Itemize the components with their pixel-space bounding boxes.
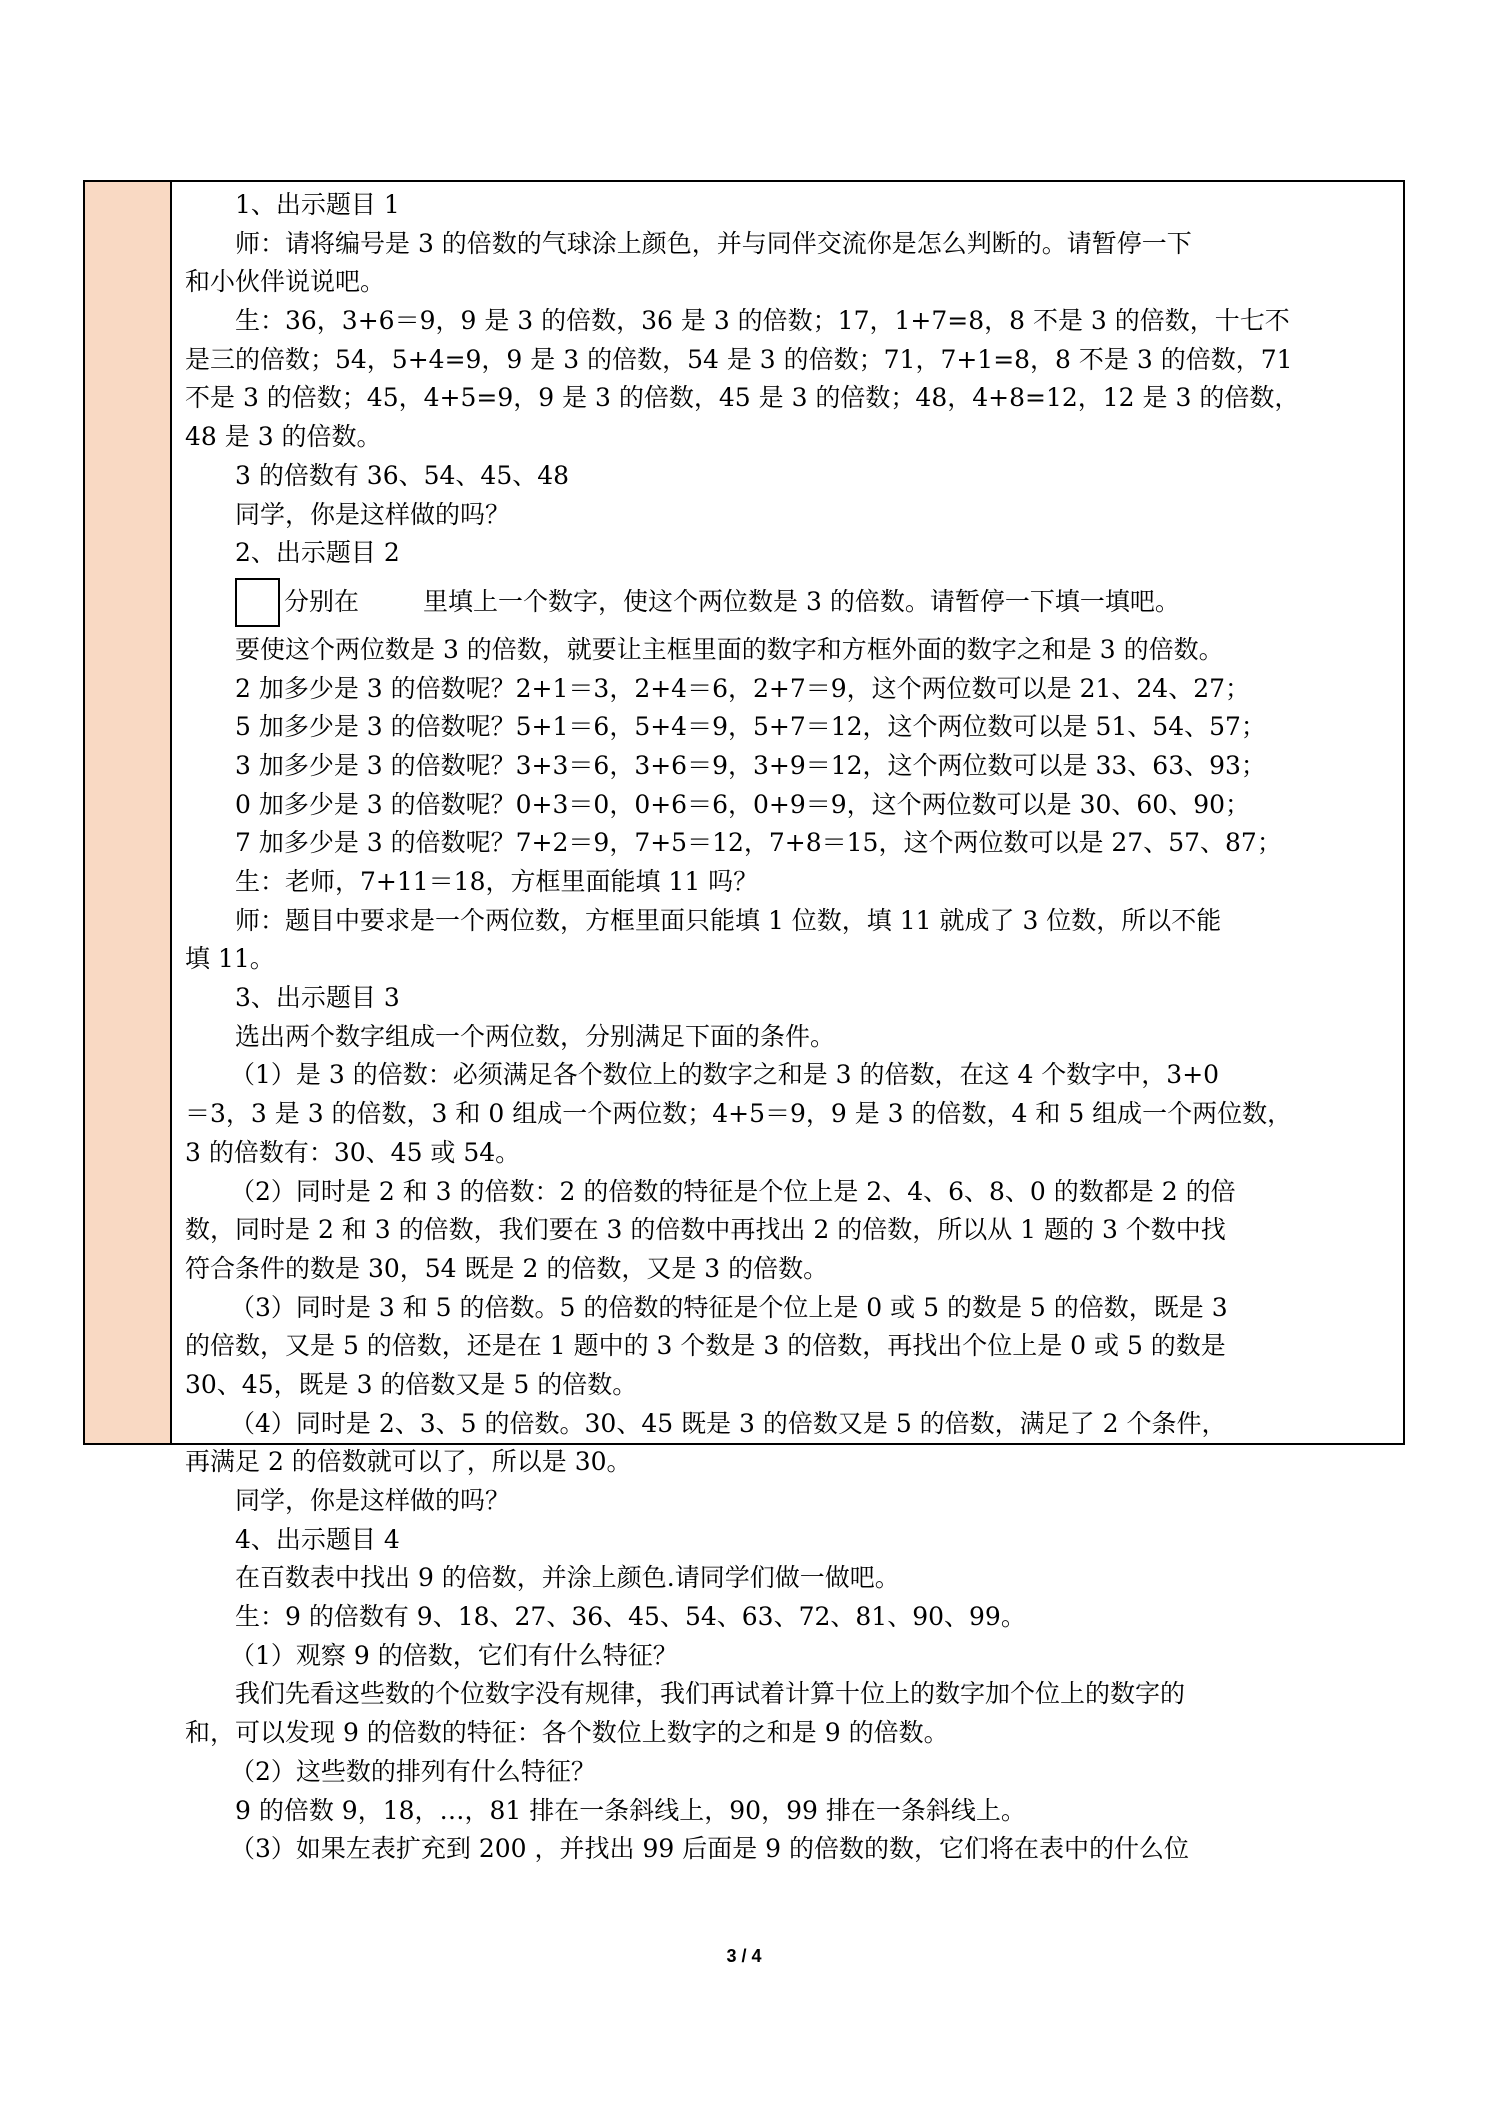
text-line: 1、出示题目 1 xyxy=(235,190,400,219)
text-line: 0 加多少是 3 的倍数呢？0+3＝0，0+6＝6，0+9＝9，这个两位数可以是 30、60、90； xyxy=(235,789,1251,819)
text-line: 师：题目中要求是一个两位数，方框里面只能填 1 位数，填 11 就成了 3 位数，所以不能 xyxy=(235,905,1222,935)
text-line: 选出两个数字组成一个两位数，分别满足下面的条件。 xyxy=(235,1021,836,1051)
text-line: 7 加多少是 3 的倍数呢？7+2＝9，7+5＝12，7+8＝15，这个两位数可以是 27、57、87； xyxy=(235,828,1282,858)
text-line: 生：36，3+6＝9，9 是 3 的倍数，36 是 3 的倍数；17，1+7=8，8 不是 3 的倍数，十七不 xyxy=(235,306,1290,336)
text-line: 生：老师，7+11＝18，方框里面能填 11 吗？ xyxy=(235,867,759,896)
text-line: （3）如果左表扩充到 200 ，并找出 99 后面是 9 的倍数的数，它们将在表中的什么位 xyxy=(230,1834,1190,1864)
text-line: ＝3，3 是 3 的倍数，3 和 0 组成一个两位数；4+5＝9，9 是 3 的倍数，4 和 5 组成一个两位数， xyxy=(185,1099,1293,1129)
text-line: 师：请将编号是 3 的倍数的气球涂上颜色，并与同伴交流你是怎么判断的。请暂停一下 xyxy=(235,228,1192,258)
text-line: 的倍数，又是 5 的倍数，还是在 1 题中的 3 个数是 3 的倍数，再找出个位上是 0 或 5 的数是 xyxy=(185,1331,1226,1361)
text-line: （1）观察 9 的倍数，它们有什么特征？ xyxy=(230,1640,678,1670)
fill-box-line xyxy=(185,573,1389,631)
text-line: 同学，你是这样做的吗？ xyxy=(235,1486,511,1515)
text-line: 5 加多少是 3 的倍数呢？5+1＝6，5+4＝9，5+7＝12，这个两位数可以是 51、54、57； xyxy=(235,712,1266,742)
table-side-column xyxy=(85,182,172,1443)
text-line: 4、出示题目 4 xyxy=(235,1524,400,1554)
text-line: 3 加多少是 3 的倍数呢？3+3＝6，3+6＝9，3+9＝12，这个两位数可以是 33、63、93； xyxy=(235,750,1266,780)
lesson-content xyxy=(172,182,1403,1864)
text-line: 我们先看这些数的个位数字没有规律，我们再试着计算十位上的数字加个位上的数字的 xyxy=(235,1679,1186,1709)
text-line: 在百数表中找出 9 的倍数，并涂上颜色.请同学们做一做吧。 xyxy=(235,1563,900,1593)
answer-box[interactable] xyxy=(235,578,280,627)
text-line: 生：9 的倍数有 9、18、27、36、45、54、63、72、81、90、99。 xyxy=(235,1602,1026,1632)
text-line: （2）这些数的排列有什么特征？ xyxy=(230,1756,596,1786)
fill-box-text-start: 分别在 xyxy=(284,586,360,616)
text-line: 48 是 3 的倍数。 xyxy=(185,422,382,452)
lesson-table xyxy=(83,180,1405,1864)
text-line: 和，可以发现 9 的倍数的特征：各个数位上数字的之和是 9 的倍数。 xyxy=(185,1718,949,1748)
text-line: 9 的倍数 9，18，…，81 排在一条斜线上，90，99 排在一条斜线上。 xyxy=(235,1795,1026,1825)
text-line: 是三的倍数；54，5+4=9，9 是 3 的倍数，54 是 3 的倍数；71，7+1=8，8 不是 3 的倍数，71 xyxy=(185,344,1293,374)
text-line: 数，同时是 2 和 3 的倍数，我们要在 3 的倍数中再找出 2 的倍数，所以从 1 题的 3 个数中找 xyxy=(185,1215,1226,1245)
text-line: （1）是 3 的倍数：必须满足各个数位上的数字之和是 3 的倍数，在这 4 个数字中，3+0 xyxy=(230,1060,1220,1090)
text-line: （3）同时是 3 和 5 的倍数。5 的倍数的特征是个位上是 0 或 5 的数是 5 的倍数，既是 3 xyxy=(230,1292,1228,1322)
text-line: 要使这个两位数是 3 的倍数，就要让主框里面的数字和方框外面的数字之和是 3 的倍数。 xyxy=(235,634,1224,664)
text-line: 3 的倍数有：30、45 或 54。 xyxy=(185,1137,521,1167)
text-line: 3 的倍数有 36、54、45、48 xyxy=(235,460,570,490)
text-line: 不是 3 的倍数；45，4+5=9，9 是 3 的倍数，45 是 3 的倍数；48，4+8=12，12 是 3 的倍数， xyxy=(185,383,1300,413)
text-line: （4）同时是 2、3、5 的倍数。30、45 既是 3 的倍数又是 5 的倍数，满足了 2 个条件， xyxy=(230,1408,1227,1438)
text-line: 2 加多少是 3 的倍数呢？2+1＝3，2+4＝6，2+7＝9，这个两位数可以是 21、24、27； xyxy=(235,673,1251,703)
text-line: 30、45，既是 3 的倍数又是 5 的倍数。 xyxy=(185,1369,638,1399)
text-line: 2、出示题目 2 xyxy=(235,538,400,568)
text-line: 3、出示题目 3 xyxy=(235,983,400,1013)
page-number: 3 / 4 xyxy=(726,1946,762,1966)
text-line: 同学，你是这样做的吗？ xyxy=(235,499,511,529)
text-line: 和小伙伴说说吧。 xyxy=(185,267,386,297)
fill-box-text-end: 里填上一个数字，使这个两位数是 3 的倍数。请暂停一下填一填吧。 xyxy=(423,586,1180,616)
text-line: （2）同时是 2 和 3 的倍数：2 的倍数的特征是个位上是 2、4、6、8、0 的数都是 2 的倍 xyxy=(230,1176,1236,1206)
text-line: 填 11。 xyxy=(185,944,275,974)
text-line: 符合条件的数是 30，54 既是 2 的倍数，又是 3 的倍数。 xyxy=(185,1253,829,1283)
text-line: 再满足 2 的倍数就可以了，所以是 30。 xyxy=(185,1447,632,1477)
